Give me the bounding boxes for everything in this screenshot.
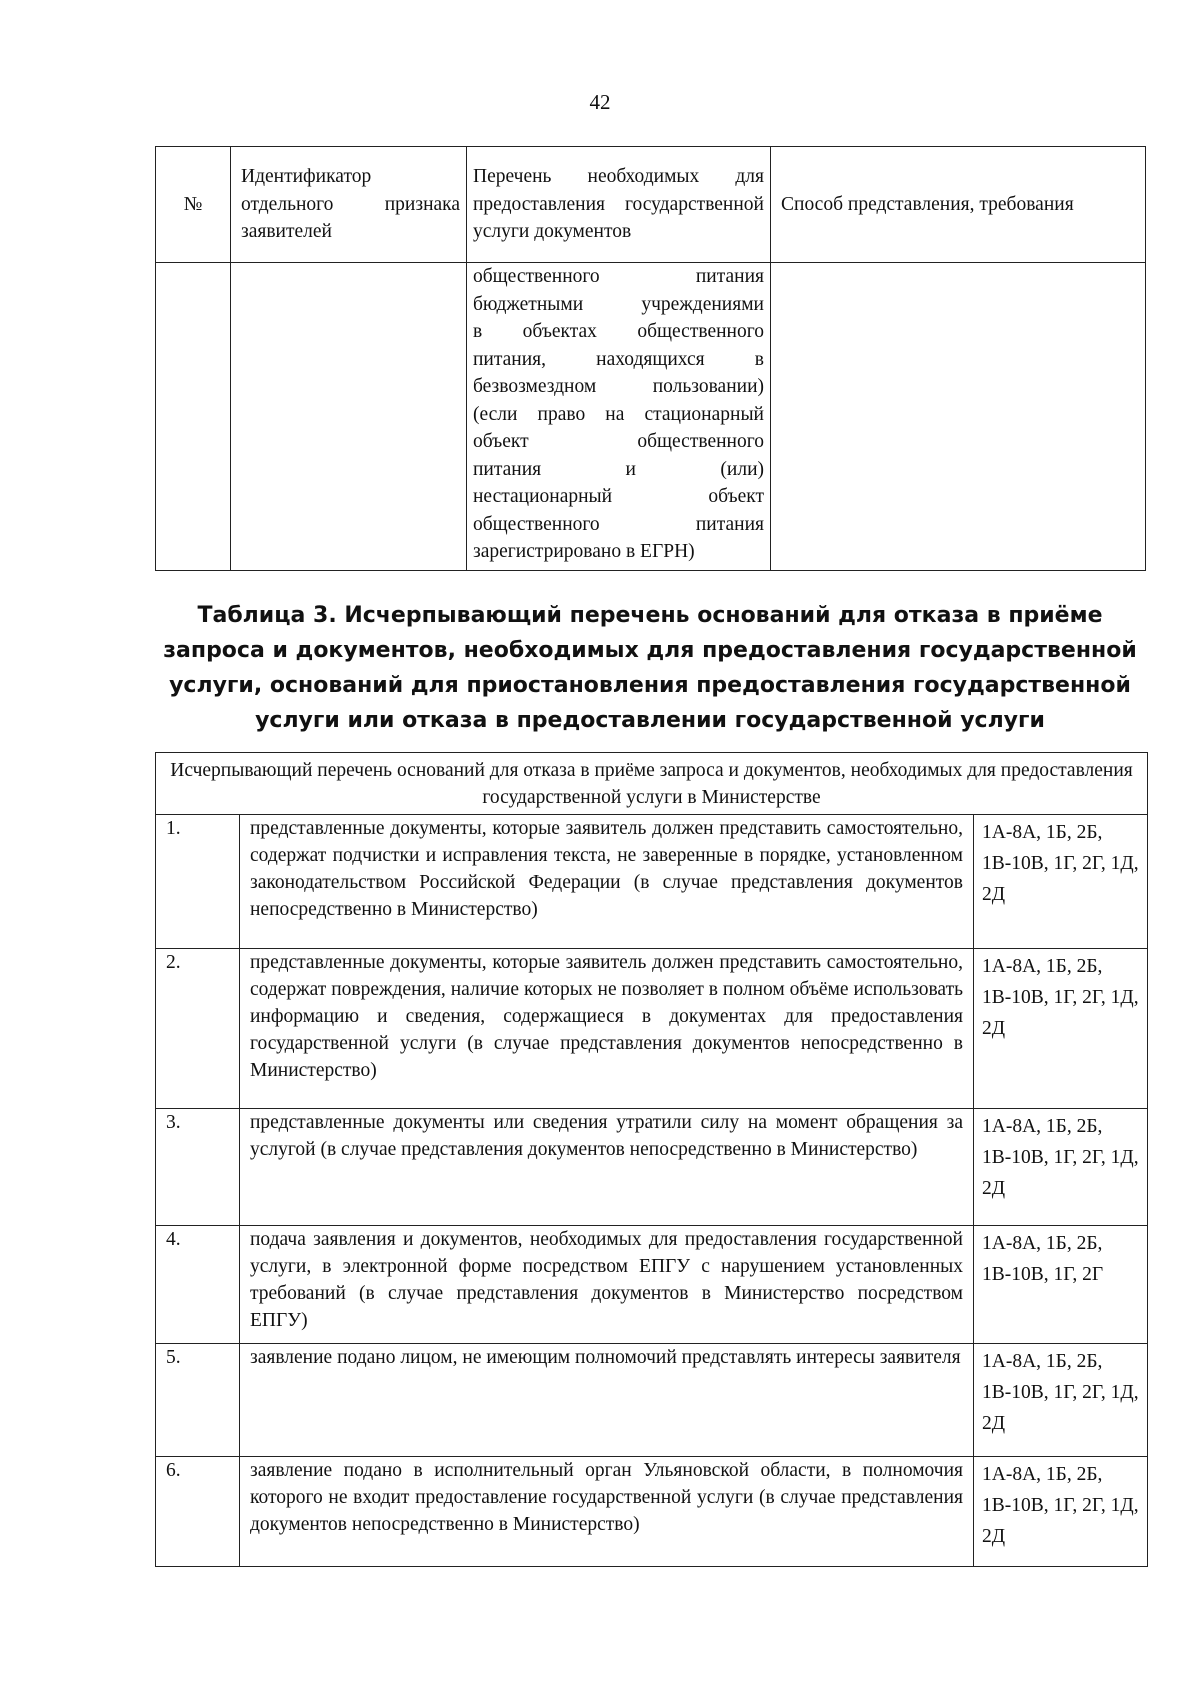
row-text: представленные документы, которые заявитель должен представить самостоятельно, содержат повреждения, наличие которых не позволяет в полном объёме использовать информацию и сведения, содержащиеся в документах для предоставления государственной услуги (в случае представления документов непосредственно в Министерство) [240,949,974,1109]
row-number: 2. [156,949,240,1109]
documents-cell [467,263,771,571]
table-row [156,1109,1148,1226]
row-number: 3. [156,1109,240,1226]
row-text: заявление подано в исполнительный орган Ульяновской области, в полномочия которого не входит предоставление государственной услуги (в случае представления документов непосредственно в Министерство) [240,1457,974,1567]
row-number: 6. [156,1457,240,1567]
documents-table-continuation [155,146,1146,571]
table-row [156,1457,1148,1567]
row-codes: 1А-8А, 1Б, 2Б, 1В-10В, 1Г, 2Г, 1Д, 2Д [974,815,1148,949]
header-identifier: Идентификатор отдельного признака заявителей [231,147,467,263]
table-caption: Исчерпывающий перечень оснований для отказа в приёме запроса и документов, необходимых для предоставления государственной услуги в Министерстве [156,753,1148,815]
text-line: нестационарный объект [473,486,764,507]
empty-cell [156,263,231,571]
header-num: № [156,147,231,263]
header-method: Способ представления, требования [771,147,1146,263]
empty-cell [771,263,1146,571]
text-line: общественного питания [473,513,764,535]
text-line: питания, находящихся в [473,348,764,370]
text-line: (если право на стационарный [473,403,764,425]
row-number: 4. [156,1226,240,1344]
table-row [156,949,1148,1109]
table-heading: Таблица 3. Исчерпывающий перечень оснований для отказа в приёме запроса и документов, необходимых для предоставления государственной услуги, оснований для приостановления предоставления государственной услуги или отказа в предоставлении государственной услуги [163,603,1137,733]
table-row [156,1344,1148,1457]
row-number: 1. [156,815,240,949]
row-codes: 1А-8А, 1Б, 2Б, 1В-10В, 1Г, 2Г, 1Д, 2Д [974,1457,1148,1567]
page-number: 42 [589,90,611,114]
row-codes: 1А-8А, 1Б, 2Б, 1В-10В, 1Г, 2Г [974,1226,1148,1344]
header-documents: Перечень необходимых для предоставления государственной услуги документов [467,147,771,263]
row-codes: 1А-8А, 1Б, 2Б, 1В-10В, 1Г, 2Г, 1Д, 2Д [974,1344,1148,1457]
row-codes: 1А-8А, 1Б, 2Б, 1В-10В, 1Г, 2Г, 1Д, 2Д [974,949,1148,1109]
table-row [156,263,1146,571]
row-number: 5. [156,1344,240,1457]
text-line: зарегистрировано в ЕГРН) [473,541,695,562]
text-line: в объектах общественного [473,321,764,342]
row-text: подача заявления и документов, необходимых для предоставления государственной услуги, в электронной форме посредством ЕПГУ с нарушением установленных требований (в случае представления документов в Министерство посредством ЕПГУ) [240,1226,974,1344]
text-line: безвозмездном пользовании) [473,376,764,397]
table-header-row [156,147,1146,263]
table-row [156,815,1148,949]
table-row [156,1226,1148,1344]
row-text: представленные документы или сведения утратили силу на момент обращения за услугой (в случае представления документов непосредственно в Министерство) [240,1109,974,1226]
empty-cell [231,263,467,571]
row-text: заявление подано лицом, не имеющим полномочий представлять интересы заявителя [240,1344,974,1457]
refusal-grounds-table [155,752,1148,1567]
text-line: объект общественного [473,431,764,452]
text-line: питания и (или) [473,458,764,480]
caption-row [156,753,1148,815]
row-codes: 1А-8А, 1Б, 2Б, 1В-10В, 1Г, 2Г, 1Д, 2Д [974,1109,1148,1226]
text-line: общественного питания [473,266,764,287]
text-line: бюджетными учреждениями [473,293,764,315]
row-text: представленные документы, которые заявитель должен представить самостоятельно, содержат подчистки и исправления текста, не заверенные в порядке, установленном законодательством Российской Федерации (в случае представления документов непосредственно в Министерство) [240,815,974,949]
